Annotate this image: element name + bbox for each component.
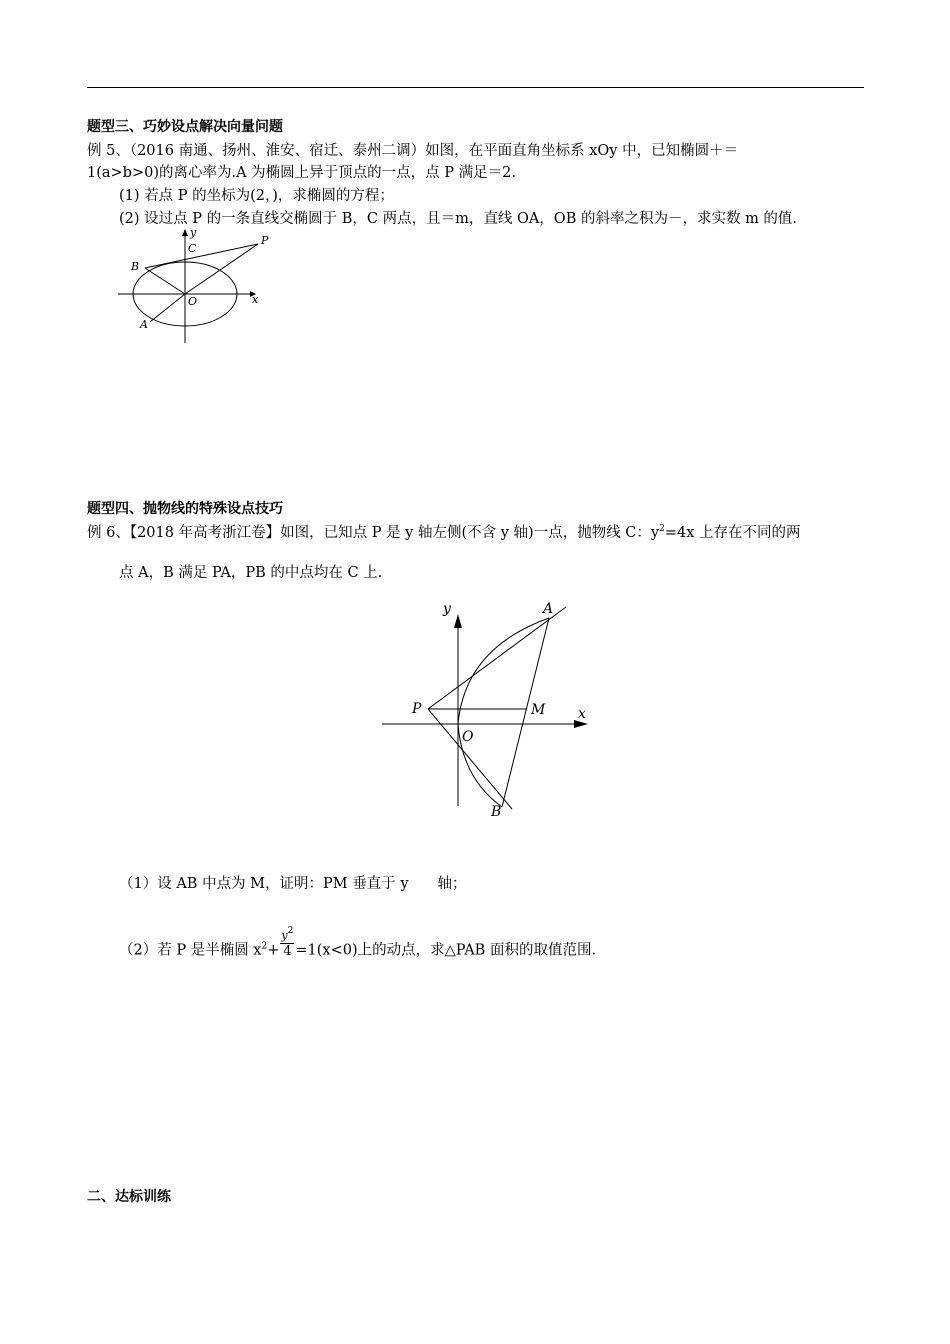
parabola-label-b: B [491,804,502,820]
ellipse-label-o: O [188,295,198,308]
parabola-label-a: A [543,601,554,617]
example-5-line-2: 1(a>b>0)的离心率为.A 为椭圆上异于顶点的一点，点 P 满足＝2. [87,165,516,181]
section-title-parabola: 题型四、抛物线的特殊设点技巧 [87,501,283,517]
parabola-label-y: y [443,601,451,617]
example-6-line-1: 例 6、【2018 年高考浙江卷】如图，已知点 P 是 y 轴左侧(不含 y 轴)一点，抛物线 C：$y^2=4x$ 上存在不同的两 [87,524,801,541]
ellipse-label-p: P [261,234,269,247]
parabola-label-o: O [462,729,474,745]
example-6-line-2: 点 A，B 满足 PA，PB 的中点均在 C 上. [119,565,383,581]
ellipse-label-y: y [190,226,197,239]
parabola-label-p: P [412,701,422,717]
ellipse-label-a: A [140,318,148,331]
example-6-question-1: （1）设 AB 中点为 M，证明：PM 垂直于 y 轴； [119,876,467,892]
ellipse-label-b: B [131,260,140,273]
parabola-label-x: x [578,706,586,722]
section-title-practice: 二、达标训练 [87,1189,171,1205]
example-5-question-2: (2) 设过点 P 的一条直线交椭圆于 B，C 两点，且＝m，直线 OA，OB 的斜率之积为－，求实数 m 的值. [119,211,798,227]
ellipse-label-x: x [252,293,259,306]
section-title-vector: 题型三、巧妙设点解决向量问题 [87,119,283,135]
example-5-line-1: 例 5、（2016 南通、扬州、淮安、宿迁、泰州二调）如图，在平面直角坐标系 xOy 中，已知椭圆＋＝ [87,143,739,159]
parabola-label-m: M [531,702,546,718]
ellipse-label-c: C [188,242,197,255]
example-6-question-2: （2）若 P 是半椭圆 $x^2+$ $\frac{y^2}{4}$ =1(x<0)上的动点，求△PAB 面积的取值范围. [119,926,597,959]
example-5-question-1: (1) 若点 P 的坐标为(2，)，求椭圆的方程； [119,188,394,204]
fraction-y2-over-4: $\frac{y^2}{4}$ [281,926,294,959]
